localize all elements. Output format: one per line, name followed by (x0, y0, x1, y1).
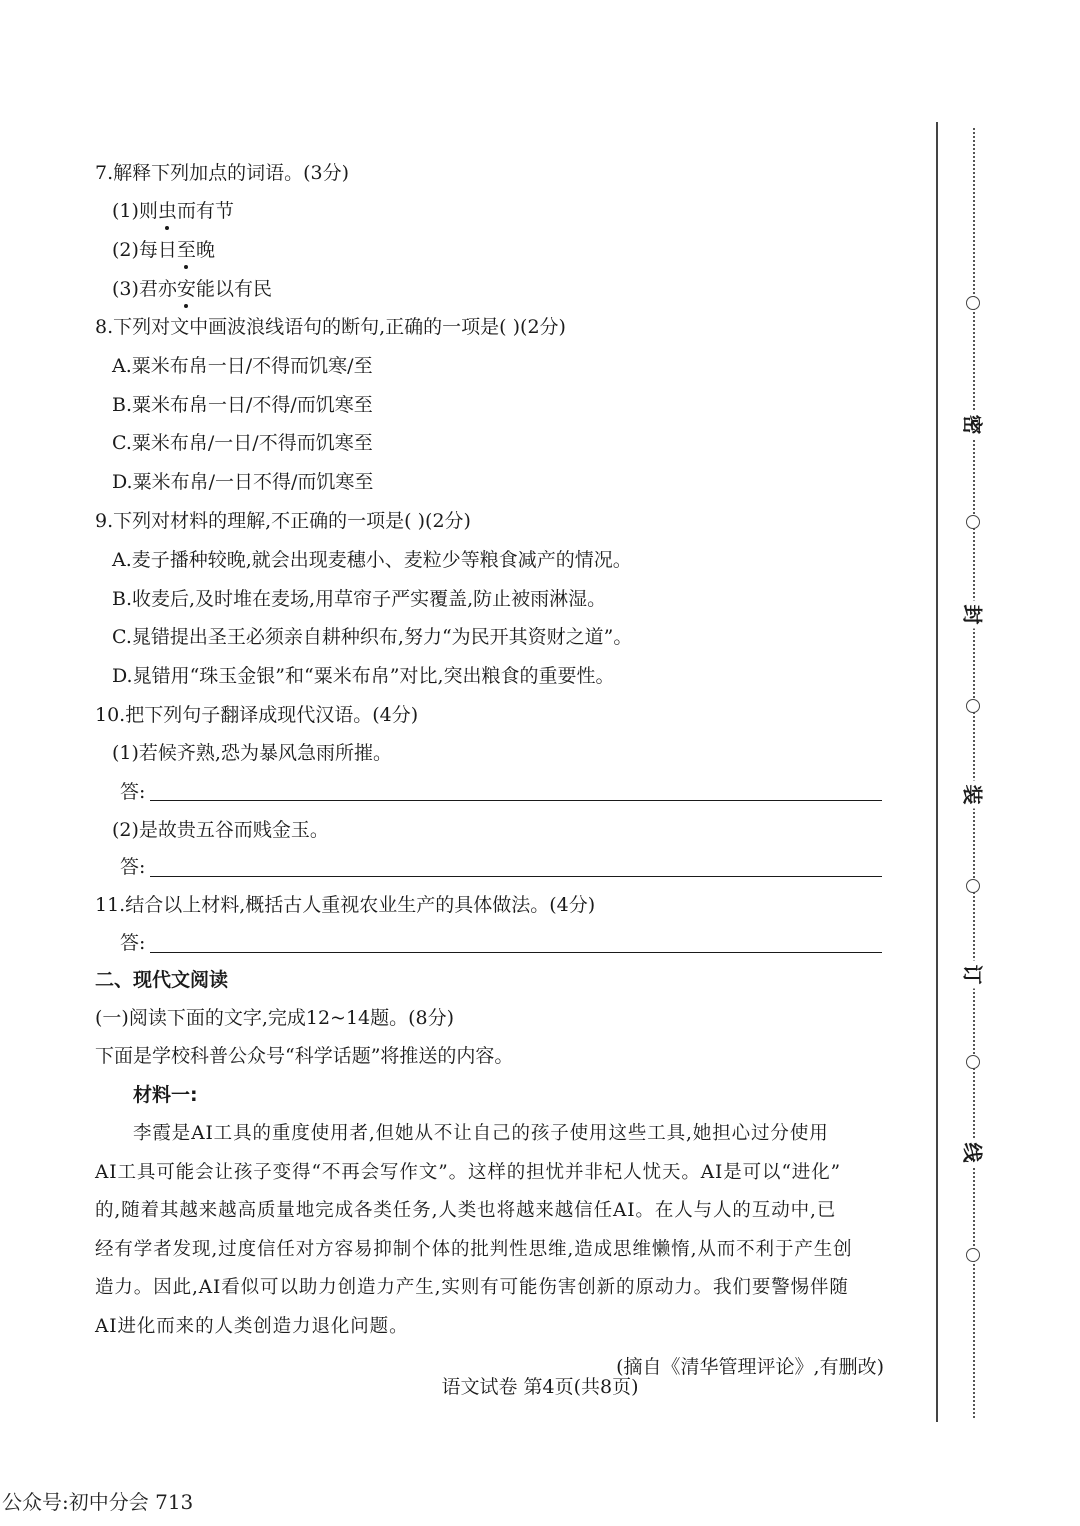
binding-circle-icon (966, 296, 980, 310)
source-citation: (摘自《清华管理评论》,有删改) (616, 1356, 884, 1378)
binding-char-feng: 封 (960, 601, 989, 629)
q7-stem: 7.解释下列加点的词语。(3分) (95, 162, 350, 184)
dotted-char: 至 (176, 239, 196, 261)
dotted-char: 虫 (157, 200, 177, 222)
q9-option-c: C.晁错提出圣王必须亲自耕种织布,努力“为民开其资财之道”。 (112, 626, 633, 648)
binding-circle-icon (966, 1248, 980, 1262)
q7-item-1: (1)则虫而有节 (112, 200, 234, 222)
section-title: 二、现代文阅读 (95, 969, 229, 991)
material-title: 材料一: (133, 1084, 198, 1106)
q8-option-b: B.粟米布帛一日/不得/而饥寒至 (112, 394, 373, 416)
binding-rule (936, 122, 938, 1422)
paragraph-line: AI工具可能会让孩子变得“不再会写作文”。这样的担忧并非杞人忧天。AI是可以“进化” (95, 1162, 841, 1183)
section-intro: 下面是学校科普公众号“科学话题”将推送的内容。 (95, 1045, 514, 1067)
binding-char-mi: 密 (960, 411, 989, 439)
q11-stem: 11.结合以上材料,概括古人重视农业生产的具体做法。(4分) (95, 894, 596, 916)
q9-option-d: D.晁错用“珠玉金银”和“粟米布帛”对比,突出粮食的重要性。 (112, 665, 615, 687)
binding-circle-icon (966, 699, 980, 713)
q10-stem: 10.把下列句子翻译成现代汉语。(4分) (95, 704, 419, 726)
q10-answer-label-1: 答: (120, 781, 146, 803)
q10-sentence-1: (1)若候齐熟,恐为暴风急雨所摧。 (112, 742, 392, 764)
q8-stem: 8.下列对文中画波浪线语句的断句,正确的一项是( )(2分) (95, 316, 566, 338)
q10-answer-label-2: 答: (120, 856, 146, 878)
binding-circle-icon (966, 1055, 980, 1069)
q9-stem: 9.下列对材料的理解,不正确的一项是( )(2分) (95, 510, 471, 532)
q10-answer-line-2[interactable] (150, 876, 882, 877)
q8-option-d: D.粟米布帛/一日不得/而饥寒至 (112, 471, 374, 493)
paragraph-line: AI进化而来的人类创造力退化问题。 (95, 1316, 409, 1337)
q11-answer-line[interactable] (150, 952, 882, 953)
paragraph-line: 经有学者发现,过度信任对方容易抑制个体的批判性思维,造成思维懒惰,从而不利于产生创 (95, 1239, 853, 1260)
binding-char-ding: 订 (960, 961, 989, 989)
section-part-1: (一)阅读下面的文字,完成12~14题。(8分) (95, 1007, 455, 1029)
q10-sentence-2: (2)是故贵五谷而贱金玉。 (112, 819, 329, 841)
q9-option-a: A.麦子播种较晚,就会出现麦穗小、麦粒少等粮食减产的情况。 (112, 549, 632, 571)
dotted-char: 安 (176, 278, 196, 300)
binding-char-xian: 线 (960, 1139, 989, 1167)
binding-dotted-line (973, 128, 975, 1418)
q7-item-2: (2)每日至晚 (112, 239, 215, 261)
q9-option-b: B.收麦后,及时堆在麦场,用草帘子严实覆盖,防止被雨淋湿。 (112, 588, 607, 610)
q8-option-c: C.粟米布帛/一日/不得而饥寒至 (112, 432, 373, 454)
binding-char-zhuang: 装 (960, 781, 989, 809)
watermark: 公众号:初中分会 713 (2, 1490, 194, 1514)
binding-circle-icon (966, 879, 980, 893)
paragraph-line: 李霞是AI工具的重度使用者,但她从不让自己的孩子使用这些工具,她担心过分使用 (133, 1123, 829, 1144)
paragraph-line: 造力。因此,AI看似可以助力创造力产生,实则有可能伤害创新的原动力。我们要警惕伴随 (95, 1277, 849, 1298)
paragraph-line: 的,随着其越来越高质量地完成各类任务,人类也将越来越信任AI。在人与人的互动中,已 (95, 1200, 837, 1221)
q11-answer-label: 答: (120, 932, 146, 954)
q8-option-a: A.粟米布帛一日/不得而饥寒/至 (112, 355, 373, 377)
page-footer: 语文试卷 第4页(共8页) (441, 1376, 639, 1398)
binding-circle-icon (966, 515, 980, 529)
q7-item-3: (3)君亦安能以有民 (112, 278, 272, 300)
q10-answer-line-1[interactable] (150, 800, 882, 801)
